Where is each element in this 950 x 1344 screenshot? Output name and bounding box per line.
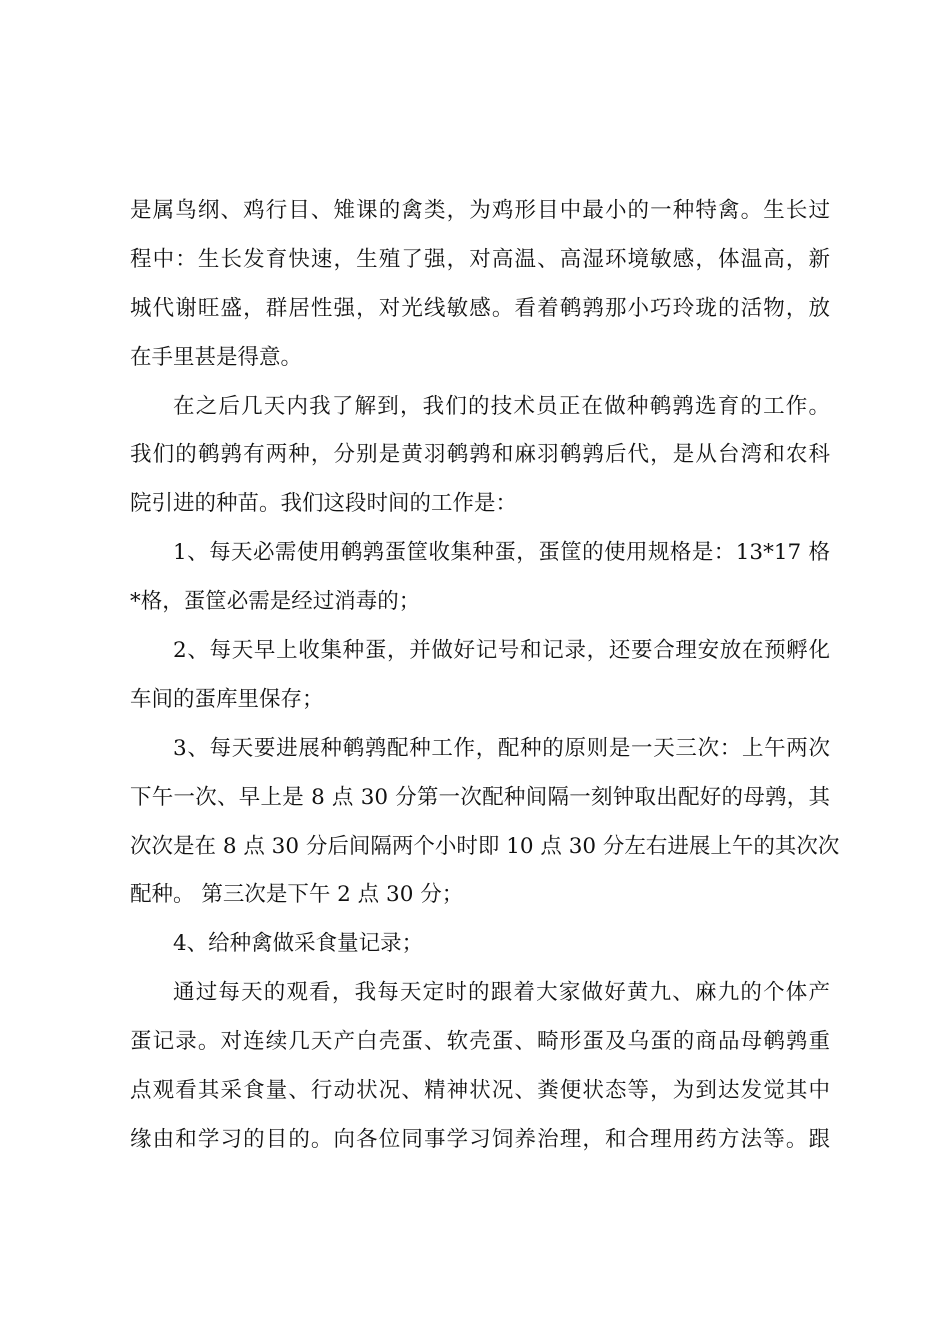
document-page xyxy=(130,187,840,1165)
text-line: 4、给种禽做采食量记录； xyxy=(173,931,424,957)
text-line: 1、每天必需使用鹌鹑蛋筐收集种蛋，蛋筐的使用规格是：13*17 格 xyxy=(173,540,830,566)
text-line: 在之后几天内我了解到，我们的技术员正在做种鹌鹑选育的工作。 xyxy=(173,393,830,419)
text-line: 我们的鹌鹑有两种，分别是黄羽鹌鹑和麻羽鹌鹑后代，是从台湾和农科 xyxy=(130,442,830,468)
text-line: 下午一次、早上是 8 点 30 分第一次配种间隔一刻钟取出配好的母鹑，其 xyxy=(130,784,830,810)
text-line: 缘由和学习的目的。向各位同事学习饲养治理，和合理用药方法等。跟 xyxy=(130,1126,830,1152)
text-line: 是属鸟纲、鸡行目、雉课的禽类，为鸡形目中最小的一种特禽。生长过 xyxy=(130,198,830,223)
text-line: *格，蛋筐必需是经过消毒的； xyxy=(130,589,421,615)
text-line: 2、每天早上收集种蛋，并做好记号和记录，还要合理安放在预孵化 xyxy=(173,638,830,664)
text-line: 蛋记录。对连续几天产白壳蛋、软壳蛋、畸形蛋及乌蛋的商品母鹌鹑重 xyxy=(130,1029,830,1055)
text-line: 3、每天要进展种鹌鹑配种工作，配种的原则是一天三次：上午两次 xyxy=(173,735,830,761)
text-line: 城代谢旺盛，群居性强，对光线敏感。看着鹌鹑那小巧玲珑的活物，放 xyxy=(130,295,830,321)
text-line: 通过每天的观看，我每天定时的跟着大家做好黄九、麻九的个体产 xyxy=(173,980,830,1006)
text-line: 在手里甚是得意。 xyxy=(130,344,303,370)
text-line: 院引进的种苗。我们这段时间的工作是： xyxy=(130,491,518,517)
text-line: 车间的蛋库里保存； xyxy=(130,686,324,712)
text-line: 程中：生长发育快速，生殖了强，对高温、高湿环境敏感，体温高，新 xyxy=(130,246,830,272)
text-line: 次次是在 8 点 30 分后间隔两个小时即 10 点 30 分左右进展上午的其次次 xyxy=(130,833,840,859)
text-line: 点观看其采食量、行动状况、精神状况、粪便状态等，为到达发觉其中 xyxy=(130,1078,830,1104)
text-line: 配种。 第三次是下午 2 点 30 分； xyxy=(130,882,464,908)
